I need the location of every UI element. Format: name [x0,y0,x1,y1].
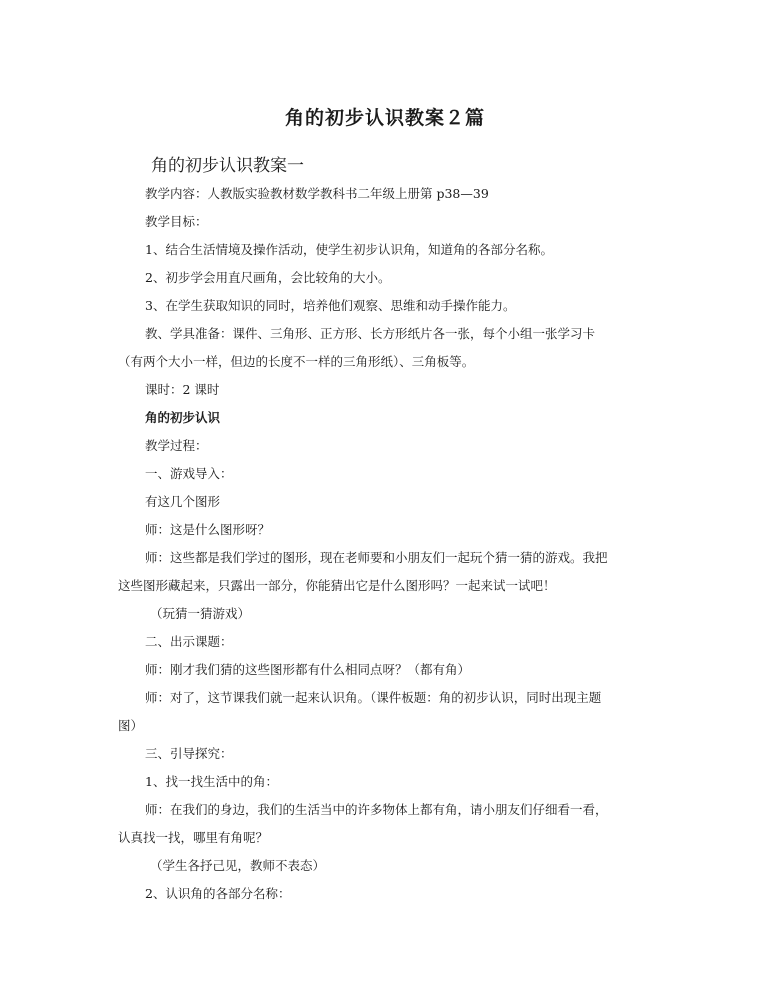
subsection-heading: 1、找一找生活中的角： [145,774,278,789]
paragraph: 这些图形藏起来，只露出一部分，你能猜出它是什么图形吗？一起来试一试吧！ [118,578,556,593]
paragraph: （学生各抒己见，教师不表态） [150,858,326,873]
materials-line-1: 教、学具准备：课件、三角形、正方形、长方形纸片各一张，每个小组一张学习卡 [145,326,596,341]
materials-line-2: （有两个大小一样，但边的长度不一样的三角形纸）、三角板等。 [118,354,475,369]
section-3-heading: 三、引导探究： [145,746,233,761]
goal-item-2: 2、初步学会用直尺画角，会比较角的大小。 [145,270,391,285]
paragraph: 师：这是什么图形呀？ [145,522,271,537]
class-hours: 课时：2 课时 [145,382,220,397]
lesson-heading: 角的初步认识 [145,410,221,425]
section-1-heading: 一、游戏导入： [145,466,233,481]
process-label: 教学过程： [145,438,208,453]
goal-item-1: 1、结合生活情境及操作活动，使学生初步认识角，知道角的各部分名称。 [145,242,553,257]
paragraph: 师：对了，这节课我们就一起来认识角。（课件板题：角的初步认识，同时出现主题 [145,690,602,705]
paragraph: 认真找一找，哪里有角呢？ [118,830,269,845]
teaching-content: 教学内容：人教版实验教材数学教科书二年级上册第 p38—39 [145,186,489,201]
paragraph: （玩猜一猜游戏） [150,606,251,621]
section-2-heading: 二、出示课题： [145,634,233,649]
paragraph: 有这几个图形 [145,494,221,509]
goal-item-3: 3、在学生获取知识的同时，培养他们观察、思维和动手操作能力。 [145,298,516,313]
subsection-heading: 2、认识角的各部分名称： [145,886,291,901]
section-heading: 角的初步认识教案一 [151,156,304,176]
teaching-goals-label: 教学目标： [145,214,208,229]
paragraph: 图） [118,718,144,733]
paragraph: 师：刚才我们猜的这些图形都有什么相同点呀？（都有角） [145,662,471,677]
paragraph: 师：在我们的身边，我们的生活当中的许多物体上都有角，请小朋友们仔细看一看， [145,802,608,817]
paragraph: 师：这些都是我们学过的图形，现在老师要和小朋友们一起玩个猜一猜的游戏。我把 [145,550,608,565]
document-title: 角的初步认识教案２篇 [284,107,485,129]
